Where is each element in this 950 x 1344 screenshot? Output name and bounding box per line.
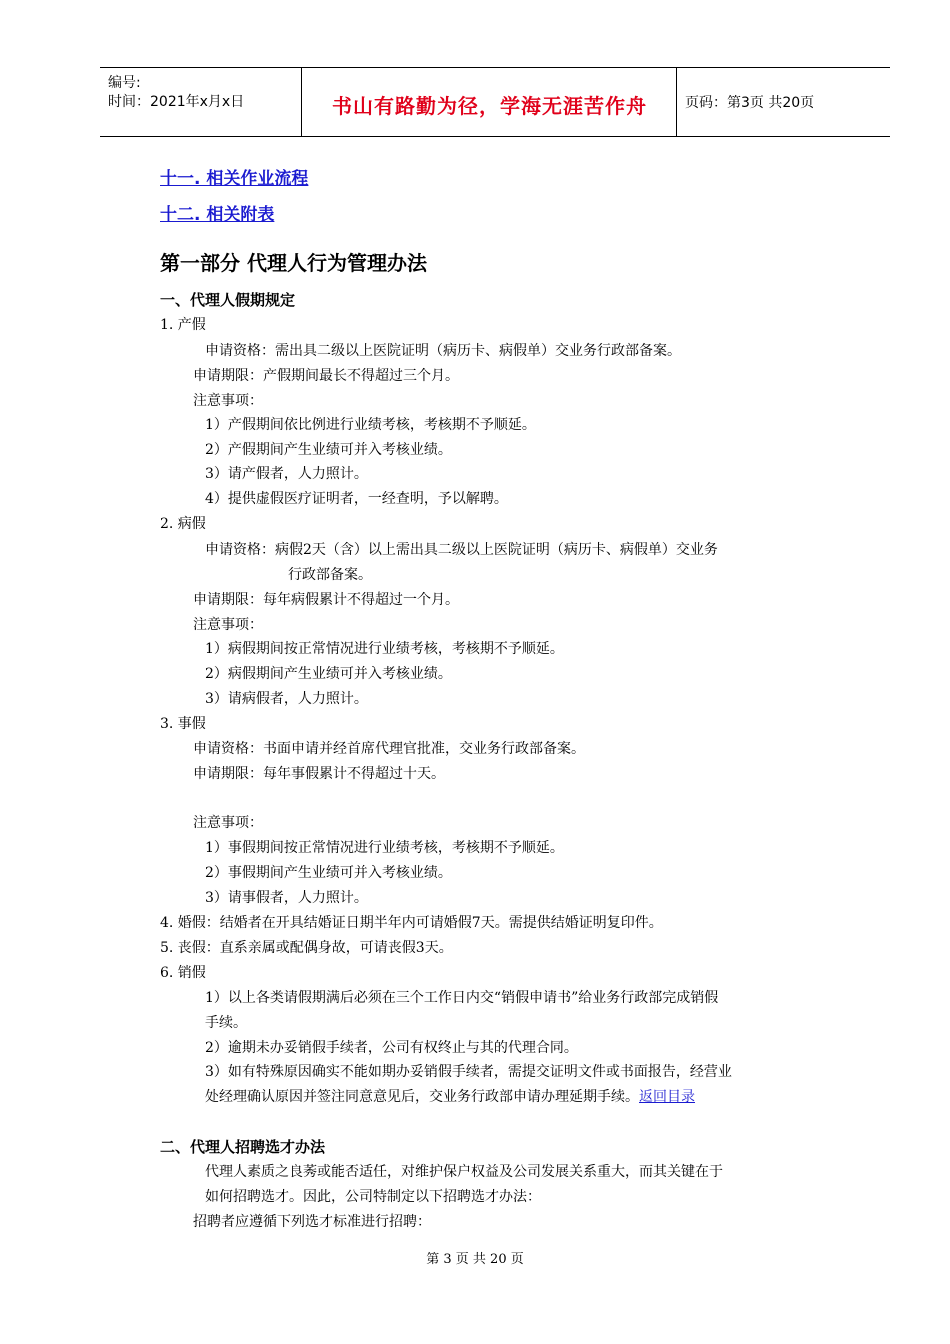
list-item: 3）请病假者，人力照计。 <box>205 691 368 707</box>
time-label: 时间：2021年x月x日 <box>108 94 245 110</box>
list-item: 1）事假期间按正常情况进行业绩考核，考核期不予顺延。 <box>205 840 564 856</box>
paragraph-line: 如何招聘选才。因此，公司特制定以下招聘选才办法： <box>205 1189 541 1205</box>
page-footer: 第 3 页 共 20 页 <box>426 1252 524 1267</box>
toc-link-12[interactable]: 十二. 相关附表 <box>160 205 275 225</box>
list-item: 1）病假期间按正常情况进行业绩考核，考核期不予顺延。 <box>205 641 564 657</box>
list-item: 1. 产假 <box>160 317 206 333</box>
list-item: 2）事假期间产生业绩可并入考核业绩。 <box>205 865 452 881</box>
list-item: 申请资格：书面申请并经首席代理官批准，交业务行政部备案。 <box>193 741 585 757</box>
list-item: 3）请事假者，人力照计。 <box>205 890 368 906</box>
header-left <box>108 74 244 112</box>
list-item: 注意事项： <box>193 393 263 409</box>
list-item: 4. 婚假：结婚者在开具结婚证日期半年内可请婚假7天。需提供结婚证明复印件。 <box>160 915 663 931</box>
list-item: 注意事项： <box>193 617 263 633</box>
list-item: 3. 事假 <box>160 716 206 732</box>
list-item: 申请期限：产假期间最长不得超过三个月。 <box>193 368 459 384</box>
list-item: 注意事项： <box>193 815 263 831</box>
list-item: 行政部备案。 <box>288 567 372 583</box>
paragraph-text: 处经理确认原因并签注同意意见后，交业务行政部申请办理延期手续。 <box>205 1089 639 1105</box>
list-item: 申请资格：需出具二级以上医院证明（病历卡、病假单）交业务行政部备案。 <box>205 343 681 359</box>
header-slogan: 书山有路勤为径，学海无涯苦作舟 <box>332 94 647 118</box>
number-label: 编号: <box>108 75 141 91</box>
toc-link-11[interactable]: 十一. 相关作业流程 <box>160 169 309 189</box>
list-item: 申请期限：每年事假累计不得超过十天。 <box>193 766 445 782</box>
paragraph-line: 代理人素质之良莠或能否适任，对维护保户权益及公司发展关系重大，而其关键在于 <box>205 1164 723 1180</box>
list-item: 3）如有特殊原因确实不能如期办妥销假手续者，需提交证明文件或书面报告，经营业 <box>205 1064 732 1080</box>
header-page-code: 页码：第3页 共20页 <box>685 95 815 111</box>
list-item: 2）病假期间产生业绩可并入考核业绩。 <box>205 666 452 682</box>
list-item: 5. 丧假：直系亲属或配偶身故，可请丧假3天。 <box>160 940 453 956</box>
list-item <box>205 1087 695 1107</box>
section-title: 二、代理人招聘选才办法 <box>160 1138 326 1156</box>
list-item: 3）请产假者，人力照计。 <box>205 466 368 482</box>
paragraph-line: 招聘者应遵循下列选才标准进行招聘： <box>193 1214 431 1230</box>
list-item: 1）产假期间依比例进行业绩考核，考核期不予顺延。 <box>205 417 536 433</box>
list-item: 手续。 <box>205 1015 247 1031</box>
return-to-toc-link[interactable]: 返回目录 <box>639 1089 695 1105</box>
list-item: 2）逾期未办妥销假手续者，公司有权终止与其的代理合同。 <box>205 1040 578 1056</box>
list-item: 6. 销假 <box>160 965 206 981</box>
section-title: 一、代理人假期规定 <box>160 291 296 309</box>
document-header <box>100 67 890 137</box>
list-item: 申请期限：每年病假累计不得超过一个月。 <box>193 592 459 608</box>
part-title: 第一部分 代理人行为管理办法 <box>160 251 427 275</box>
list-item: 2）产假期间产生业绩可并入考核业绩。 <box>205 442 452 458</box>
list-item: 2. 病假 <box>160 516 206 532</box>
list-item: 1）以上各类请假期满后必须在三个工作日内交“销假申请书”给业务行政部完成销假 <box>205 990 719 1006</box>
list-item: 申请资格：病假2天（含）以上需出具二级以上医院证明（病历卡、病假单）交业务 <box>205 542 718 558</box>
list-item: 4）提供虚假医疗证明者，一经查明，予以解聘。 <box>205 491 508 507</box>
